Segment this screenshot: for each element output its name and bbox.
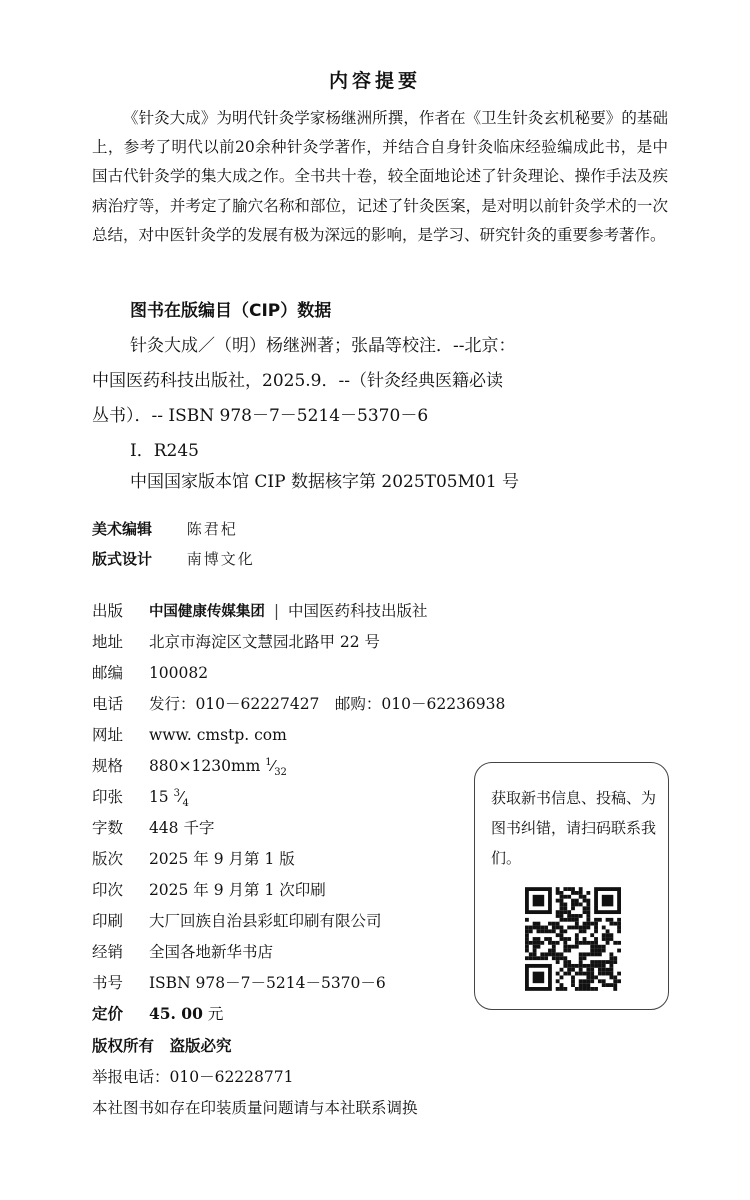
format-label: 规格 xyxy=(92,757,124,775)
cip-line-3: 丛书）．-- ISBN 978－7－5214－5370－6 xyxy=(92,406,429,426)
isbn-value: ISBN 978－7－5214－5370－6 xyxy=(148,974,386,992)
postcode-value: 100082 xyxy=(148,664,209,682)
cip-classification: Ⅰ．R245 xyxy=(130,441,199,461)
cip-line-1: 针灸大成／（明）杨继洲著；张晶等校注．--北京： xyxy=(130,336,516,356)
quality-notice: 本社图书如存在印装质量问题请与本社联系调换 xyxy=(92,1099,418,1117)
publisher-separator: | xyxy=(273,602,280,620)
publisher-group: 中国健康传媒集团 xyxy=(148,604,265,620)
publisher-name: 中国医药科技出版社 xyxy=(288,602,428,620)
price-value: 45. 00 xyxy=(148,1004,203,1023)
price-unit: 元 xyxy=(207,1005,224,1023)
layout-design-value: 南博文化 xyxy=(186,550,255,568)
website-row xyxy=(92,723,287,745)
printer-label: 印刷 xyxy=(92,912,124,930)
isbn-label: 书号 xyxy=(92,974,124,992)
format-numerator: 1 xyxy=(265,757,272,768)
art-editor-label: 美术编辑 xyxy=(92,520,153,538)
cip-line-2: 中国医药科技出版社，2025.9．--（针灸经典医籍必读 xyxy=(92,371,503,391)
format-denominator: 32 xyxy=(274,767,287,778)
phone-row xyxy=(92,692,505,714)
words-label: 字数 xyxy=(92,819,124,837)
publisher-label: 出版 xyxy=(92,602,124,620)
printer-value: 大厂回族自治县彩虹印刷有限公司 xyxy=(148,912,382,930)
qr-contact-box xyxy=(474,762,669,1010)
isbn-row xyxy=(92,971,386,993)
qr-code-icon[interactable] xyxy=(525,887,621,991)
printer-row xyxy=(92,909,381,931)
sheets-numerator: 3 xyxy=(173,788,180,799)
distributor-row xyxy=(92,940,273,962)
format-row xyxy=(92,754,287,778)
art-editor-value: 陈君杞 xyxy=(186,520,238,538)
printing-value: 2025 年 9 月第 1 次印刷 xyxy=(148,881,326,899)
distributor-value: 全国各地新华书店 xyxy=(148,943,273,961)
website-label: 网址 xyxy=(92,726,124,744)
publisher-row xyxy=(92,599,428,621)
format-fraction: $^1⁄_{32}$ xyxy=(265,757,287,778)
cip-heading: 图书在版编目（CIP）数据 xyxy=(130,301,332,321)
price-label: 定价 xyxy=(92,1005,124,1023)
address-value: 北京市海淀区文慧园北路甲 22 号 xyxy=(148,633,381,651)
format-value: 880×1230mm xyxy=(148,757,261,775)
words-value: 448 千字 xyxy=(148,819,215,837)
copyright-notice: 版权所有 盗版必究 xyxy=(92,1037,232,1055)
sheets-whole: 15 xyxy=(148,788,169,806)
sheets-fraction: $^3⁄_4$ xyxy=(173,788,189,809)
edition-value: 2025 年 9 月第 1 版 xyxy=(148,850,295,868)
phone-value: 发行：010－62227427 邮购：010－62236938 xyxy=(148,695,506,713)
address-row xyxy=(92,630,380,652)
layout-design-label: 版式设计 xyxy=(92,550,153,568)
summary-title: 内容提要 xyxy=(328,70,421,92)
cip-record-number: 中国国家版本馆 CIP 数据核字第 2025T05M01 号 xyxy=(130,472,520,492)
edition-label: 版次 xyxy=(92,850,124,868)
distributor-label: 经销 xyxy=(92,943,124,961)
printing-label: 印次 xyxy=(92,881,124,899)
edition-row xyxy=(92,847,295,869)
phone-label: 电话 xyxy=(92,695,124,713)
postcode-row xyxy=(92,661,208,683)
postcode-label: 邮编 xyxy=(92,664,124,682)
layout-design-row xyxy=(92,548,255,569)
printing-row xyxy=(92,878,326,900)
qr-prompt-text: 获取新书信息、投稿、为图书纠错，请扫码联系我们。 xyxy=(491,789,657,867)
summary-body: 《针灸大成》为明代针灸学家杨继洲所撰，作者在《卫生针灸玄机秘要》的基础上，参考了明代以前20余种针灸学著作，并结合自身针灸临床经验编成此书，是中国古代针灸学的集大成之作。全书共十卷，较全面地论述了针灸理论、操作手法及疾病治疗等，并考定了腧穴名称和部位，记述了针灸医案，是对明以前针灸学术的一次总结，对中医针灸学的发展有极为深远的影响，是学习、研究针灸的重要参考著作。 xyxy=(92,109,668,244)
words-row xyxy=(92,816,214,838)
sheets-label: 印张 xyxy=(92,788,124,806)
address-label: 地址 xyxy=(92,633,124,651)
report-phone: 举报电话：010－62228771 xyxy=(92,1068,294,1086)
sheets-row xyxy=(92,785,189,809)
price-row xyxy=(92,1002,223,1024)
sheets-denominator: 4 xyxy=(182,798,189,809)
art-editor-row xyxy=(92,518,238,539)
website-value: www. cmstp. com xyxy=(148,726,287,744)
